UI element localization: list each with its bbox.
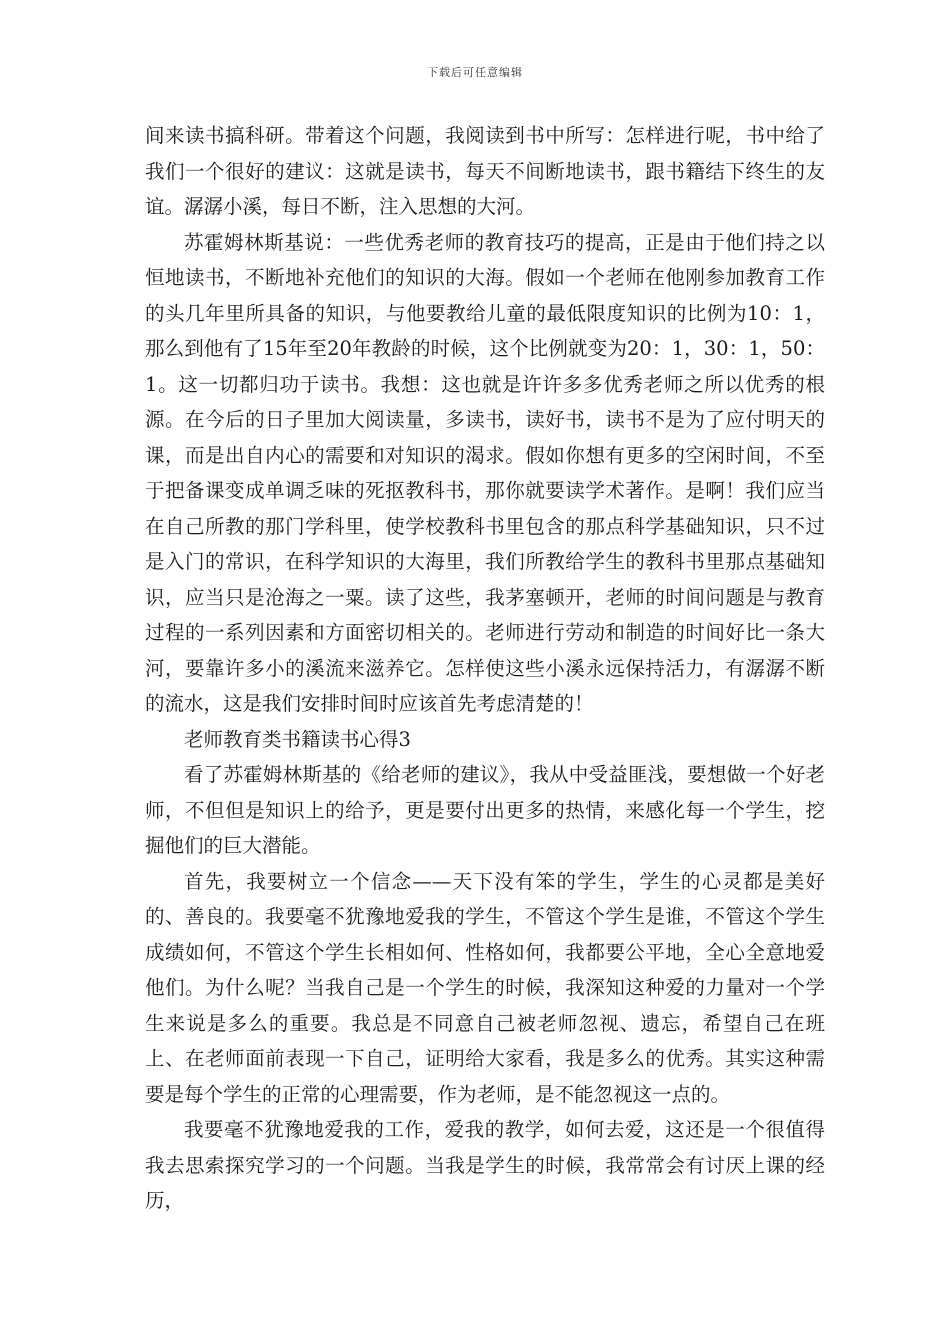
document-body xyxy=(145,118,825,1219)
paragraph: 看了苏霍姆林斯基的《给老师的建议》，我从中受益匪浅，要想做一个好老师，不但但是知识上的给予，更是要付出更多的热情，来感化每一个学生，挖掘他们的巨大潜能。 xyxy=(145,763,825,857)
paragraph: 苏霍姆林斯基说：一些优秀老师的教育技巧的提高，正是由于他们持之以恒地读书，不断地补充他们的知识的大海。假如一个老师在他刚参加教育工作的头几年里所具备的知识，与他要教给儿童的最低限度知识的比例为10：1，那么到他有了15年至20年教龄的时候，这个比例就变为20：1，30：1，50：1。这一切都归功于读书。我想：这也就是许许多多优秀老师之所以优秀的根源。在今后的日子里加大阅读量，多读书，读好书，读书不是为了应付明天的课，而是出自内心的需要和对知识的渴求。假如你想有更多的空闲时间，不至于把备课变成单调乏味的死抠教科书，那你就要读学术著作。是啊！我们应当在自己所教的那门学科里，使学校教科书里包含的那点科学基础知识，只不过是入门的常识，在科学知识的大海里，我们所教给学生的教科书里那点基础知识，应当只是沧海之一粟。读了这些，我茅塞顿开，老师的时间问题是与教育过程的一系列因素和方面密切相关的。老师进行劳动和制造的时间好比一条大河，要靠许多小的溪流来滋养它。怎样使这些小溪永远保持活力，有潺潺不断的流水，这是我们安排时间时应该首先考虑清楚的！ xyxy=(145,230,825,715)
paragraph: 首先，我要树立一个信念——天下没有笨的学生，学生的心灵都是美好的、善良的。我要毫不犹豫地爱我的学生，不管这个学生是谁，不管这个学生成绩如何，不管这个学生长相如何、性格如何，我都要公平地，全心全意地爱他们。为什么呢？当我自己是一个学生的时候，我深知这种爱的力量对一个学生来说是多么的重要。我总是不同意自己被老师忽视、遗忘，希望自己在班上、在老师面前表现一下自己，证明给大家看，我是多么的优秀。其实这种需要是每个学生的正常的心理需要，作为老师，是不能忽视这一点的。 xyxy=(145,869,825,1106)
paragraph-continuation: 间来读书搞科研。带着这个问题，我阅读到书中所写：怎样进行呢，书中给了我们一个很好的建议：这就是读书，每天不间断地读书，跟书籍结下终生的友谊。潺潺小溪，每日不断，注入思想的大河。 xyxy=(145,124,825,218)
header-note: 下载后可任意编辑 xyxy=(427,66,523,79)
section-heading: 老师教育类书籍读书心得3 xyxy=(184,727,411,751)
paragraph: 我要毫不犹豫地爱我的工作，爱我的教学，如何去爱，这还是一个很值得我去思索探究学习的一个问题。当我是学生的时候，我常常会有讨厌上课的经历， xyxy=(145,1118,825,1212)
